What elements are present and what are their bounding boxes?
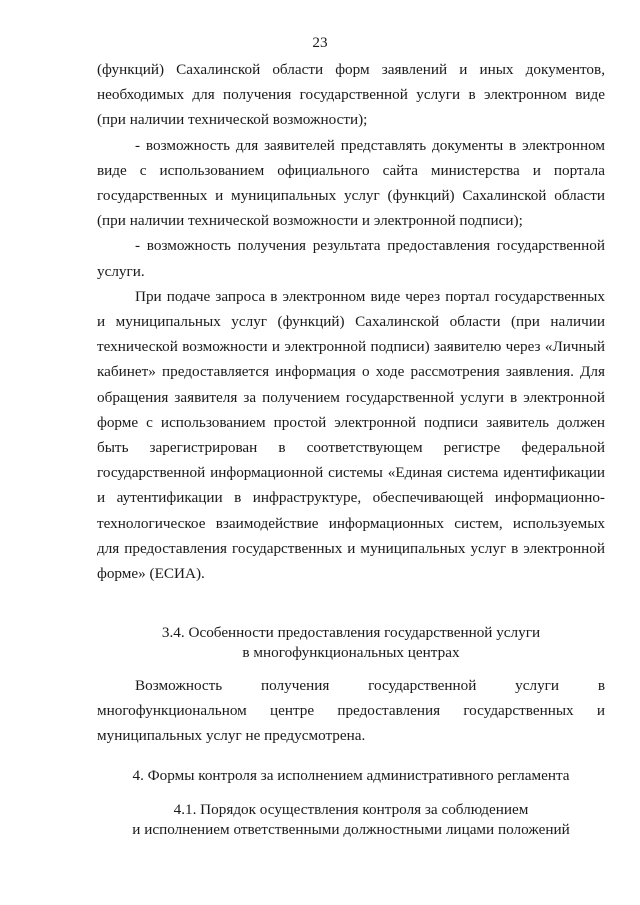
page-number: 23 bbox=[312, 34, 328, 51]
section-heading-4-1 bbox=[97, 800, 605, 840]
paragraph-continuation: (функций) Сахалинской области форм заявлений и иных документов, необходимых для получения государственной услуги в электронном виде (при наличии технической возможности); bbox=[97, 61, 605, 129]
section-heading-4-1-line1: 4.1. Порядок осуществления контроля за соблюдением bbox=[173, 801, 529, 818]
section-heading-4 bbox=[97, 766, 605, 786]
paragraph-portal: При подаче запроса в электронном виде через портал государственных и муниципальных услуг (функций) Сахалинской области (при наличии технической возможности и электронной подписи) заявителю через «Личный кабинет» предоставляется информация о ходе рассмотрения заявления. Для обращения заявителя за получением государственной услуги в электронной форме с использованием простой электронной подписи заявитель должен быть зарегистрирован в соответствующем регистре федеральной государственной информационной системы «Единая система идентификации и аутентификации в инфраструктуре, обеспечивающей информационно-технологическое взаимодействие информационных систем, используемых для предоставления государственных и муниципальных услуг в электронной форме» (ЕСИА). bbox=[97, 287, 605, 583]
list-item-documents: - возможность для заявителей представлять документы в электронном виде с использованием официального сайта министерства и портала государственных и муниципальных услуг (функций) Сахалинской области (при наличии технической возможности и электронной подписи); bbox=[97, 136, 605, 230]
section-heading-3-4-line1: 3.4. Особенности предоставления государственной услуги bbox=[161, 624, 541, 641]
section-heading-3-4 bbox=[97, 623, 605, 663]
section-heading-4-1-line2: и исполнением ответственными должностными лицами положений bbox=[132, 821, 570, 838]
body-text-mfc bbox=[97, 673, 605, 749]
paragraph-mfc: Возможность получения государственной услуги в многофункциональном центре предоставления государственных и муниципальных услуг не предусмотрена. bbox=[97, 677, 605, 745]
list-item-result: - возможность получения результата предоставления государственной услуги. bbox=[97, 237, 605, 280]
body-text-top bbox=[97, 57, 605, 586]
section-heading-3-4-line2: в многофункциональных центрах bbox=[242, 644, 460, 661]
section-heading-4-text: 4. Формы контроля за исполнением административного регламента bbox=[132, 767, 570, 784]
